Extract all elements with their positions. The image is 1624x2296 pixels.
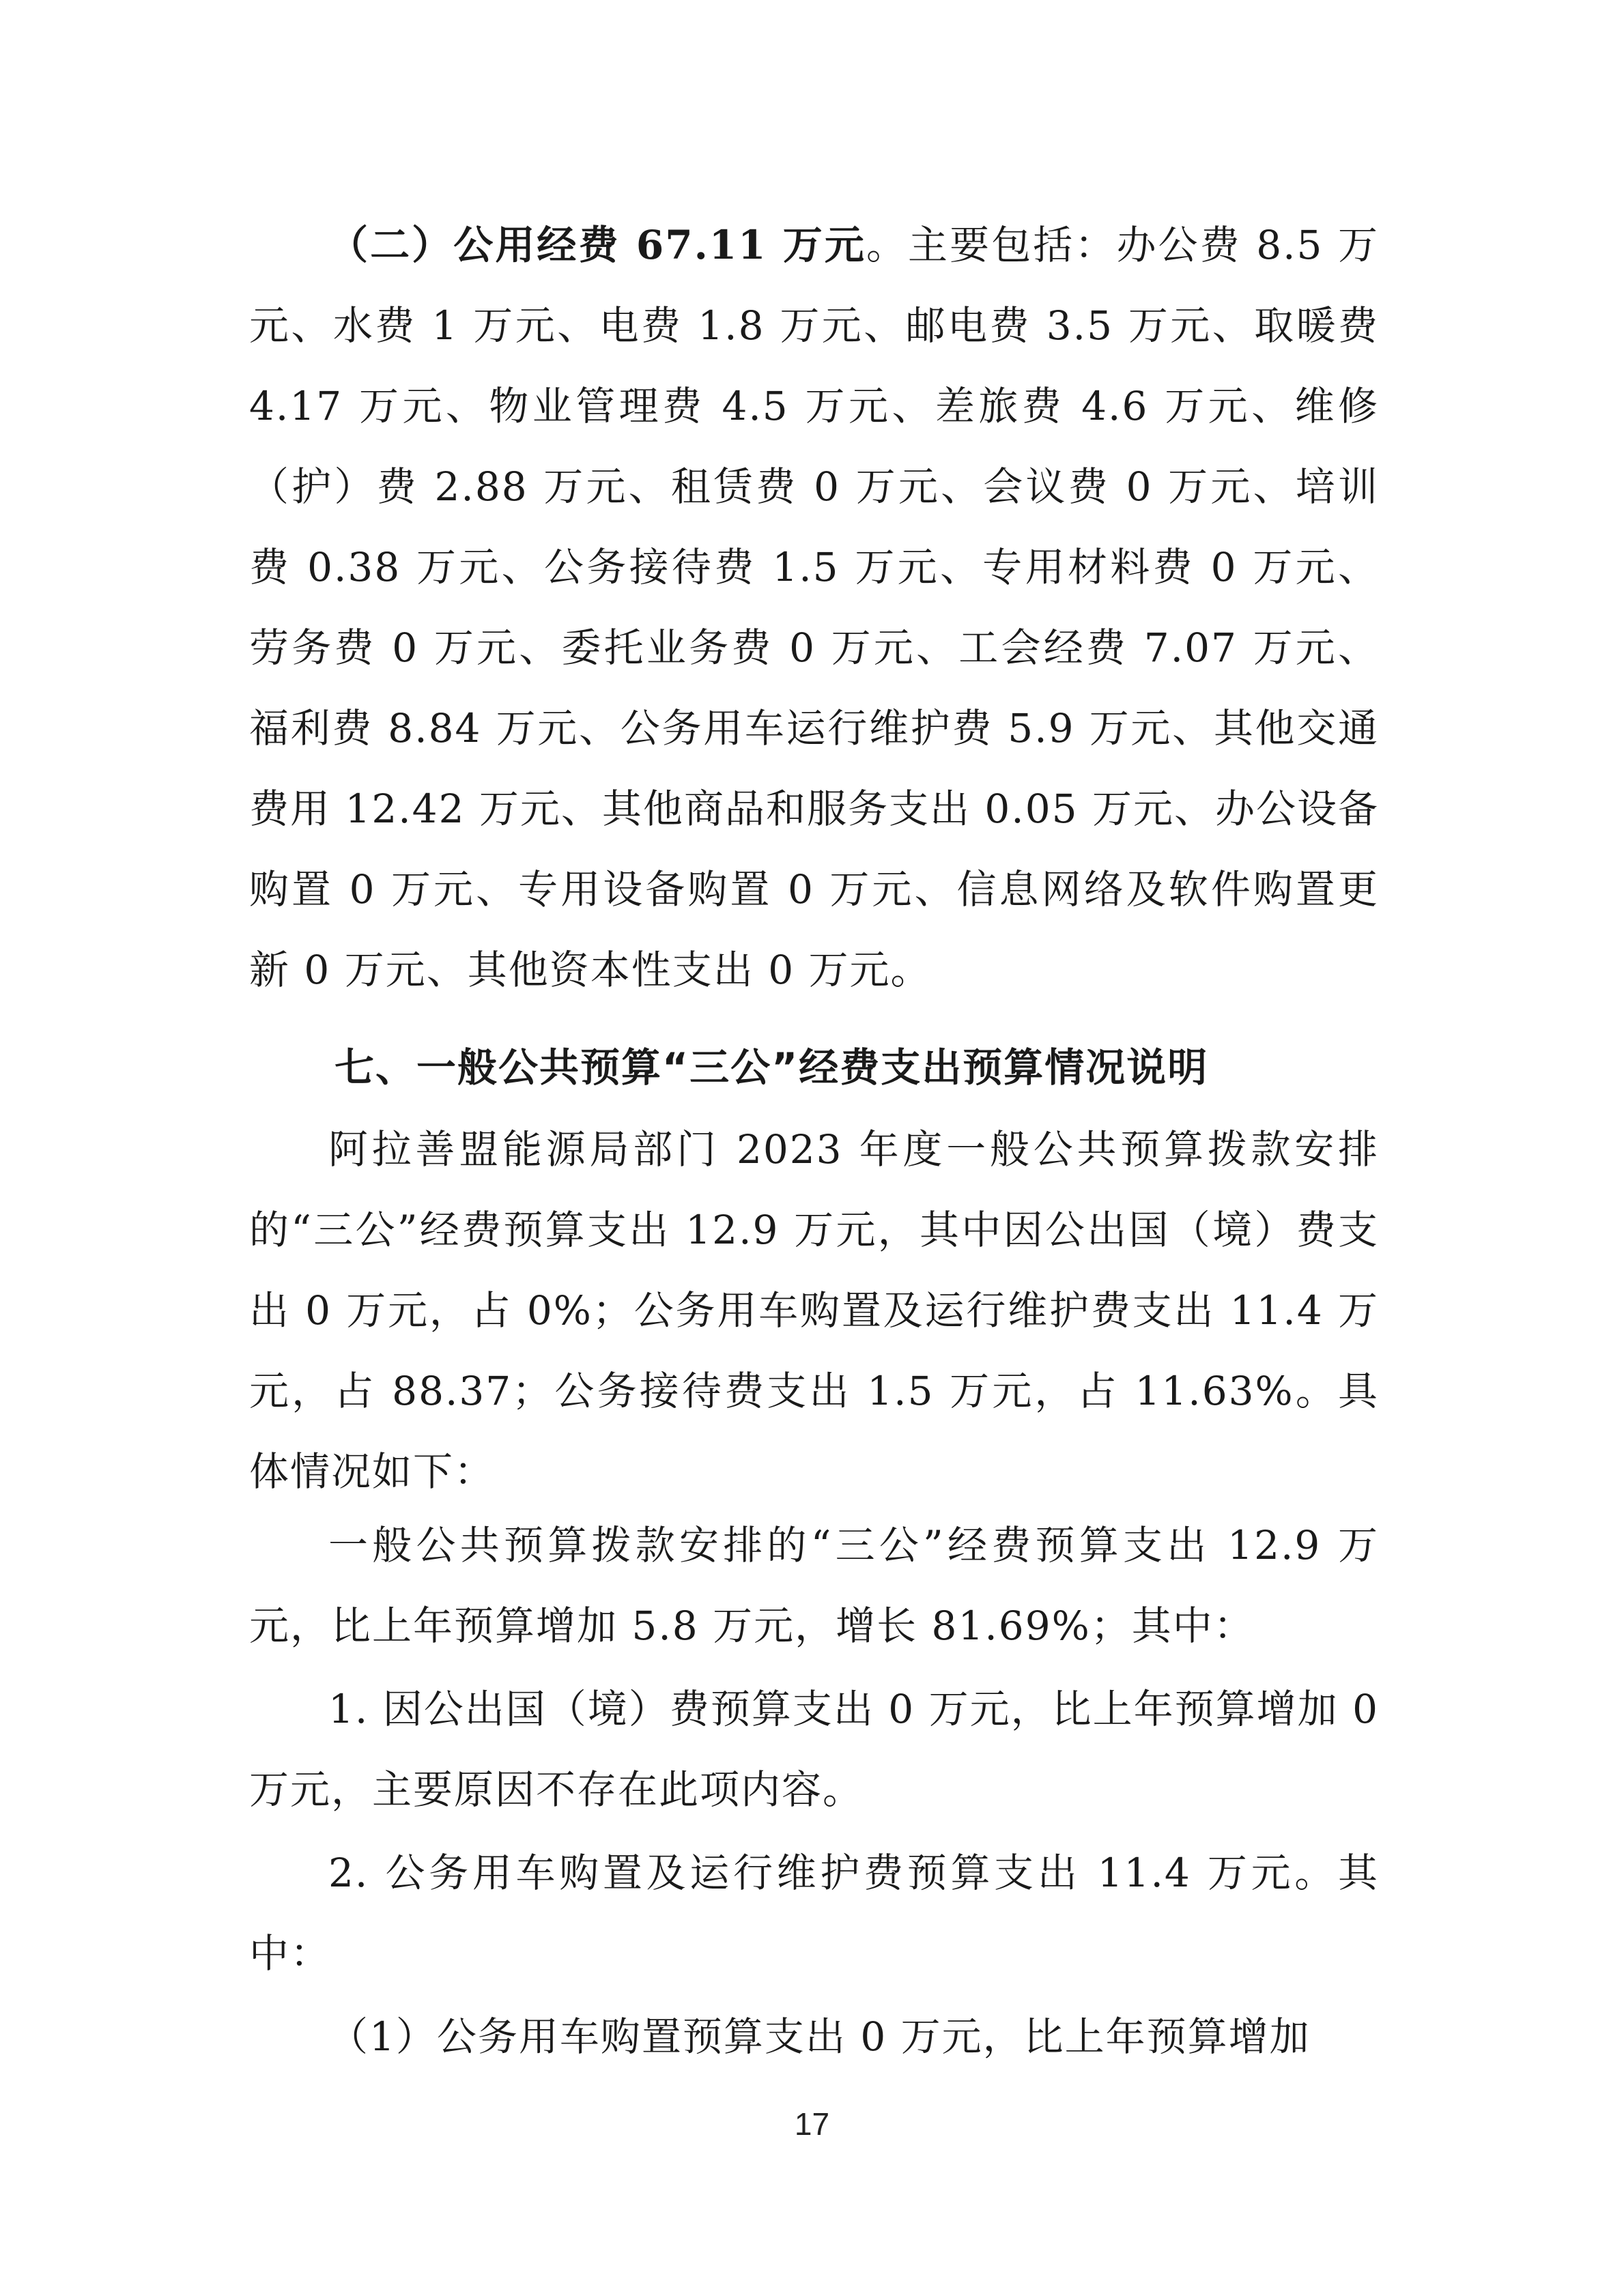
section-seven-heading: 七、一般公共预算“三公”经费支出预算情况说明 bbox=[334, 1044, 1209, 1091]
item-2-paragraph: 2. 公务用车购置及运行维护费预算支出 11.4 万元。其中： bbox=[249, 1850, 1379, 1977]
page-number: 17 bbox=[794, 2106, 830, 2142]
item-1-paragraph: 1. 因公出国（境）费预算支出 0 万元，比上年预算增加 0 万元，主要原因不存在此项内容。 bbox=[249, 1686, 1379, 1813]
public-funds-body: 。主要包括：办公费 8.5 万元、水费 1 万元、电费 1.8 万元、邮电费 3.5 万元、取暖费 4.17 万元、物业管理费 4.5 万元、差旅费 4.6 万元、维修（护）费 2.88 万元、租赁费 0 万元、会议费 0 万元、培训费 0.38 万元、公务接待费 1.5 万元、专用材料费 0 万元、劳务费 0 万元、委托业务费 0 万元、工会经费 7.07 万元、福利费 8.84 万元、公务用车运行维护费 5.9 万元、其他交通费用 12.42 万元、其他商品和服务支出 0.05 万元、办公设备购置 0 万元、专用设备购置 0 万元、信息网络及软件购置更新 0 万元、其他资本性支出 0 万元。 bbox=[249, 222, 1379, 993]
item-2-1-paragraph: （1）公务用车购置预算支出 0 万元，比上年预算增加 bbox=[328, 2013, 1311, 2060]
public-funds-paragraph bbox=[249, 205, 1379, 1010]
change-paragraph: 一般公共预算拨款安排的“三公”经费预算支出 12.9 万元，比上年预算增加 5.8 万元，增长 81.69%；其中： bbox=[249, 1522, 1379, 1649]
public-funds-heading: （二）公用经费 67.11 万元 bbox=[328, 222, 866, 268]
overview-paragraph: 阿拉善盟能源局部门 2023 年度一般公共预算拨款安排的“三公”经费预算支出 12.9 万元，其中因公出国（境）费支出 0 万元，占 0%；公务用车购置及运行维护费支出 11.4 万元，占 88.37；公务接待费支出 1.5 万元，占 11.63%。具体情况如下： bbox=[249, 1126, 1379, 1495]
